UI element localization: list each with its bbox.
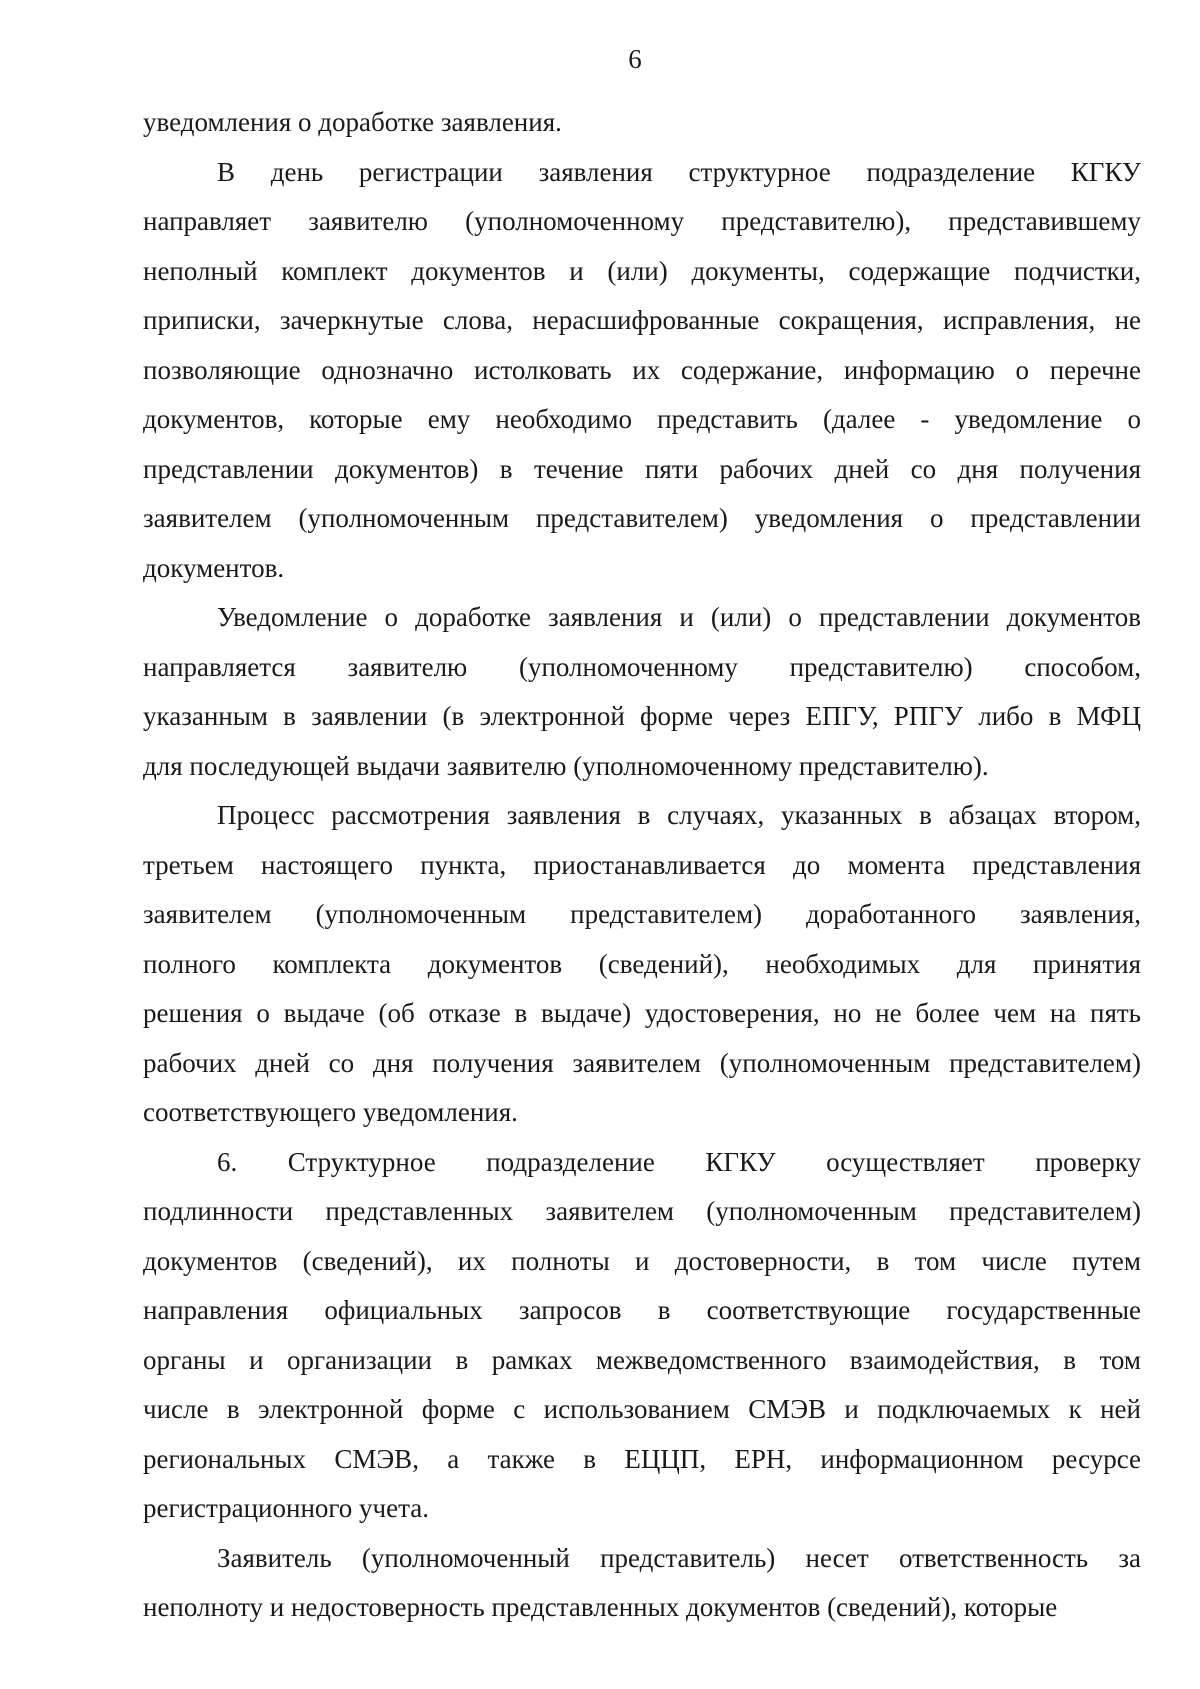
text-line: документов. [143,552,285,583]
paragraph-1 [143,98,1141,148]
text-line: Уведомление о доработке заявления и (или) о представлении документов [217,602,1141,632]
text-line: третьем настоящего пункта, приостанавливается до момента представления [143,849,1141,880]
text-line: представлении документов) в течение пяти рабочих дней со дня получения [143,453,1141,484]
text-line: указанным в заявлении (в электронной форме через ЕПГУ, РПГУ либо в МФЦ [143,701,1141,731]
text-line: заявителем (уполномоченным представителем) доработанного заявления, [143,899,1141,929]
text-line: неполноту и недостоверность представленных документов (сведений), которые [143,1592,1058,1622]
text-line: уведомления о доработке заявления. [143,107,562,137]
text-line: региональных СМЭВ, а также в ЕЦЦП, ЕРН, информационном ресурсе [143,1443,1141,1474]
page-number: 6 [628,44,642,74]
text-line: соответствующего уведомления. [143,1097,518,1127]
text-line: подлинности представленных заявителем (уполномоченным представителем) [143,1196,1141,1226]
text-line: неполный комплект документов и (или) документы, содержащие подчистки, [143,255,1141,286]
text-line: 6. Структурное подразделение КГКУ осуществляет проверку [217,1146,1141,1177]
text-line: направления официальных запросов в соответствующие государственные [143,1295,1141,1325]
paragraph-5 [143,1138,1141,1534]
paragraph-4 [143,791,1141,1138]
text-line: приписки, зачеркнутые слова, нерасшифрованные сокращения, исправления, не [143,305,1141,335]
text-line: решения о выдаче (об отказе в выдаче) удостоверения, но не более чем на пять [143,998,1141,1028]
text-line: органы и организации в рамках межведомственного взаимодействия, в том [143,1344,1141,1375]
text-line: В день регистрации заявления структурное подразделение КГКУ [217,156,1141,187]
paragraph-2 [143,148,1141,594]
text-line: числе в электронной форме с использованием СМЭВ и подключаемых к ней [143,1394,1141,1424]
document-body [143,98,1141,1633]
text-line: направляет заявителю (уполномоченному представителю), представившему [143,206,1141,236]
text-line: заявителем (уполномоченным представителем) уведомления о представлении [143,503,1141,533]
text-line: направляется заявителю (уполномоченному представителю) способом, [143,651,1141,682]
text-line: Процесс рассмотрения заявления в случаях, указанных в абзацах втором, [217,800,1141,830]
text-line: для последующей выдачи заявителю (уполномоченному представителю). [143,750,989,781]
paragraph-3 [143,593,1141,791]
text-line: полного комплекта документов (сведений), необходимых для принятия [143,948,1141,979]
text-line: регистрационного учета. [143,1493,429,1523]
text-line: документов (сведений), их полноты и достоверности, в том числе путем [143,1245,1141,1276]
text-line: позволяющие однозначно истолковать их содержание, информацию о перечне [143,354,1141,385]
text-line: документов, которые ему необходимо представить (далее - уведомление о [143,404,1141,434]
paragraph-6 [143,1534,1141,1633]
text-line: рабочих дней со дня получения заявителем (уполномоченным представителем) [143,1047,1141,1078]
text-line: Заявитель (уполномоченный представитель) несет ответственность за [217,1542,1141,1573]
